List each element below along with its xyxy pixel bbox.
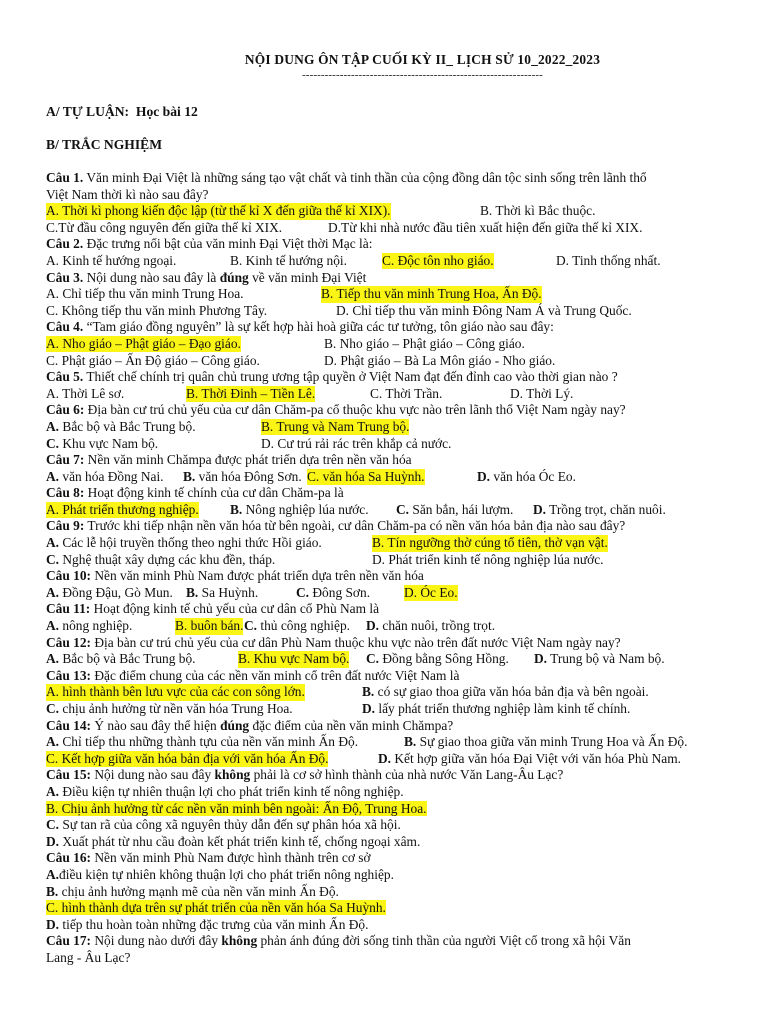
question-text: Việt Nam thời kì nào sau đây? bbox=[46, 186, 209, 202]
option-d: D. Kết hợp giữa văn hóa Đại Việt với văn hóa Phù Nam. bbox=[378, 750, 682, 766]
question-7-stem bbox=[46, 452, 754, 469]
option-text: Điều kiện tự nhiên thuận lợi cho phát triển kinh tế nông nghiệp. bbox=[59, 783, 404, 799]
question-16-option-a bbox=[46, 867, 754, 884]
question-7-options bbox=[46, 469, 754, 486]
question-number: Câu 12: bbox=[46, 634, 92, 650]
option-text: Sự tan rã của công xã nguyên thủy dẫn đến sự phân hóa xã hội. bbox=[59, 817, 401, 833]
question-1-stem bbox=[46, 170, 754, 187]
option-c: C. Không tiếp thu văn minh Phương Tây. bbox=[46, 302, 268, 318]
section-a-label: A/ TỰ LUẬN: bbox=[46, 104, 130, 119]
option-d: D. tiếp thu hoàn toàn những đặc trưng của văn minh Ấn Độ. bbox=[46, 916, 369, 932]
question-text: Trước khi tiếp nhận nền văn hóa từ bên ngoài, cư dân Chăm-pa có nền văn hóa bản địa nào sau đây? bbox=[84, 518, 626, 534]
option-c: C. Sự tan rã của công xã nguyên thủy dẫn đến sự phân hóa xã hội. bbox=[46, 817, 401, 833]
option-a-answer: A. hình thành bên lưu vực của các con sông lớn. bbox=[46, 684, 305, 700]
section-a-value: Học bài 12 bbox=[135, 104, 198, 119]
option-b-answer: B. Trung và Nam Trung bộ. bbox=[261, 418, 410, 434]
option-d: D. Trồng trọt, chăn nuôi. bbox=[533, 501, 666, 517]
question-3-options-cd bbox=[46, 303, 754, 320]
option-d: D. Xuất phát từ nhu cầu đoàn kết phát triển kinh tế, chống ngoại xâm. bbox=[46, 833, 421, 849]
question-9-options-ab bbox=[46, 535, 754, 552]
option-b-answer: B. Khu vực Nam bộ. bbox=[238, 651, 350, 667]
question-text: Nền văn minh Phù Nam được hình thành trên cơ sở bbox=[91, 850, 371, 866]
question-13-options-cd bbox=[46, 701, 754, 718]
question-3-options-ab bbox=[46, 286, 754, 303]
option-text: có sự giao thoa giữa văn hóa bản địa và bên ngoài. bbox=[374, 684, 649, 700]
question-text: Thiết chế chính trị quân chủ trung ương tập quyền ở Việt Nam đạt đến đỉnh cao vào thời gian nào ? bbox=[83, 369, 618, 385]
option-c: C. Săn bắn, hái lượm. bbox=[396, 501, 514, 517]
question-number: Câu 4. bbox=[46, 319, 84, 335]
question-text: về văn minh Đại Việt bbox=[248, 269, 367, 285]
question-15-option-b bbox=[46, 801, 754, 818]
option-b-answer: B. Thời Đinh – Tiền Lê. bbox=[186, 385, 316, 401]
option-text: Sự giao thoa giữa văn minh Trung Hoa và Ấn Độ. bbox=[416, 734, 688, 750]
option-a-answer: A. Nho giáo – Phật giáo – Đạo giáo. bbox=[46, 335, 241, 351]
question-14-options-cd bbox=[46, 751, 754, 768]
question-number: Câu 14: bbox=[46, 717, 92, 733]
question-12-stem bbox=[46, 635, 754, 652]
option-b: B. Thời kì Bắc thuộc. bbox=[480, 203, 596, 219]
question-9-stem bbox=[46, 518, 754, 535]
question-8-options bbox=[46, 502, 754, 519]
question-1-options-cd bbox=[46, 220, 754, 237]
question-10-options bbox=[46, 585, 754, 602]
option-d: D. Tinh thống nhất. bbox=[556, 252, 661, 268]
option-text: nông nghiệp. bbox=[59, 618, 133, 634]
question-1-stem-cont bbox=[46, 187, 754, 204]
option-text: văn hóa Đồng Nai. bbox=[59, 468, 164, 484]
option-text: văn hóa Đông Sơn. bbox=[195, 468, 302, 484]
question-4-options-ab bbox=[46, 336, 754, 353]
question-text: “Tam giáo đồng nguyên” là sự kết hợp hài hoà giữa các tư tưởng, tôn giáo nào sau đây: bbox=[83, 319, 554, 335]
question-3-stem bbox=[46, 270, 754, 287]
option-d-answer: D. Óc Eo. bbox=[404, 584, 458, 600]
question-number: Câu 7: bbox=[46, 452, 85, 468]
option-c: C. Phật giáo – Ấn Độ giáo – Công giáo. bbox=[46, 352, 260, 368]
option-d: D. Trung bộ và Nam bộ. bbox=[534, 651, 665, 667]
question-16-option-c bbox=[46, 900, 754, 917]
option-text: chịu ảnh hưởng từ nền văn hóa Trung Hoa. bbox=[59, 701, 293, 716]
question-emphasis: đúng bbox=[219, 269, 249, 285]
question-emphasis: không bbox=[221, 933, 258, 949]
question-text: phải là cơ sở hình thành của nhà nước Văn Lang-Âu Lạc? bbox=[250, 767, 564, 783]
option-text: Khu vực Nam bộ. bbox=[62, 435, 159, 451]
question-16-option-d bbox=[46, 917, 754, 934]
question-4-stem bbox=[46, 319, 754, 336]
option-b: B. có sự giao thoa giữa văn hóa bản địa và bên ngoài. bbox=[362, 684, 649, 700]
document-title: NỘI DUNG ÔN TẬP CUỐI KỲ II_ LỊCH SỬ 10_2022_2023 bbox=[244, 52, 601, 67]
option-c-answer: C. hình thành dựa trên sự phát triển của nền văn hóa Sa Huỳnh. bbox=[46, 900, 386, 916]
option-c-answer: C. Kết hợp giữa văn hóa bản địa với văn hóa Ấn Độ. bbox=[46, 750, 329, 766]
question-text: Ý nào sau đây thể hiện bbox=[91, 717, 221, 733]
question-number: Câu 11: bbox=[46, 601, 91, 617]
option-c: C. Đông Sơn. bbox=[296, 584, 371, 600]
question-13-options-ab bbox=[46, 684, 754, 701]
question-text: phản ánh đúng đời sống tinh thần của người Việt cổ trong xã hội Văn bbox=[257, 933, 631, 949]
question-11-options bbox=[46, 618, 754, 635]
option-d: D.Từ khi nhà nước đầu tiên xuất hiện đến giữa thế kỉ XIX. bbox=[328, 219, 643, 235]
section-a-heading bbox=[46, 104, 198, 121]
option-text: Nghệ thuật xây dựng các khu đền, tháp. bbox=[59, 551, 276, 567]
option-text: chăn nuôi, trồng trọt. bbox=[379, 618, 496, 634]
question-14-stem bbox=[46, 718, 754, 735]
question-text: Nội dung nào dưới đây bbox=[91, 933, 222, 949]
option-text: điều kiện tự nhiên không thuận lợi cho phát triển nông nghiệp. bbox=[59, 866, 394, 882]
question-number: Câu 6: bbox=[46, 402, 85, 418]
question-1-options-ab bbox=[46, 203, 754, 220]
option-d: D. Thời Lý. bbox=[510, 385, 574, 401]
option-b: B. Sa Huỳnh. bbox=[186, 584, 259, 600]
question-15-option-c bbox=[46, 817, 754, 834]
question-emphasis: không bbox=[214, 767, 251, 783]
option-a: A. Đồng Đậu, Gò Mun. bbox=[46, 584, 173, 600]
question-number: Câu 1. bbox=[46, 170, 84, 185]
option-a: A. văn hóa Đồng Nai. bbox=[46, 468, 164, 484]
option-c: C. thủ công nghiệp. bbox=[244, 618, 351, 634]
question-17-stem bbox=[46, 933, 754, 950]
question-number: Câu 13: bbox=[46, 667, 92, 683]
option-a: A. Điều kiện tự nhiên thuận lợi cho phát triển kinh tế nông nghiệp. bbox=[46, 783, 404, 799]
option-c: C. Đồng bằng Sông Hồng. bbox=[366, 651, 509, 667]
option-b: B. Kinh tế hướng nội. bbox=[230, 252, 347, 268]
question-text: Nội dung nào sau đây bbox=[91, 767, 215, 783]
option-text: Đông Sơn. bbox=[309, 584, 371, 600]
question-16-stem bbox=[46, 850, 754, 867]
option-a: A. Thời Lê sơ. bbox=[46, 385, 125, 401]
option-a: A. Các lễ hội truyền thống theo nghi thức Hồi giáo. bbox=[46, 535, 322, 551]
question-number: Câu 10: bbox=[46, 568, 92, 584]
option-c-answer: C. văn hóa Sa Huỳnh. bbox=[307, 468, 425, 484]
option-d: D. Chỉ tiếp thu văn minh Đông Nam Á và Trung Quốc. bbox=[336, 302, 632, 318]
option-d: D. văn hóa Óc Eo. bbox=[477, 468, 576, 484]
question-number: Câu 5. bbox=[46, 369, 84, 385]
question-4-options-cd bbox=[46, 353, 754, 370]
question-15-stem bbox=[46, 767, 754, 784]
option-a: A. Bắc bộ và Bắc Trung bộ. bbox=[46, 651, 196, 667]
option-a: A. Bắc bộ và Bắc Trung bộ. bbox=[46, 418, 196, 434]
option-text: Kết hợp giữa văn hóa Đại Việt với văn hóa Phù Nam. bbox=[391, 750, 682, 766]
question-text: Địa bàn cư trú chủ yếu của cư dân Phù Nam thuộc khu vực nào trên đất nước Việt Nam ngày nay? bbox=[91, 634, 621, 650]
question-text: Văn minh Đại Việt là những sáng tạo vật chất và tinh thần của cộng đồng dân tộc sinh sống trên lãnh thổ bbox=[83, 170, 647, 185]
question-number: Câu 16: bbox=[46, 850, 92, 866]
option-b: B. Nho giáo – Phật giáo – Công giáo. bbox=[324, 335, 525, 351]
option-text: Đồng bằng Sông Hồng. bbox=[379, 651, 509, 667]
question-6-stem bbox=[46, 402, 754, 419]
option-text: Bắc bộ và Bắc Trung bộ. bbox=[62, 418, 196, 434]
question-text: Lang - Âu Lạc? bbox=[46, 949, 131, 965]
question-2-stem bbox=[46, 236, 754, 253]
option-text: văn hóa Óc Eo. bbox=[490, 468, 576, 484]
question-2-options bbox=[46, 253, 754, 270]
question-text: Địa bàn cư trú chủ yếu của cư dân Chăm-pa cổ thuộc khu vực nào trên lãnh thổ Việt Nam ngày nay? bbox=[84, 402, 626, 418]
question-11-stem bbox=[46, 601, 754, 618]
question-14-options-ab bbox=[46, 734, 754, 751]
question-13-stem bbox=[46, 668, 754, 685]
section-b-heading: B/ TRẮC NGHIỆM bbox=[46, 137, 163, 152]
question-9-options-cd bbox=[46, 552, 754, 569]
question-number: Câu 3. bbox=[46, 269, 84, 285]
question-5-stem bbox=[46, 369, 754, 386]
option-a: A. Kinh tế hướng ngoại. bbox=[46, 252, 177, 268]
question-number: Câu 15: bbox=[46, 767, 92, 783]
question-text: Hoạt động kinh tế chính của cư dân Chăm-pa là bbox=[84, 485, 344, 501]
option-d: D. Phật giáo – Bà La Môn giáo - Nho giáo. bbox=[324, 352, 556, 368]
question-number: Câu 2. bbox=[46, 236, 84, 252]
question-15-option-d bbox=[46, 834, 754, 851]
option-text: Bắc bộ và Bắc Trung bộ. bbox=[59, 651, 196, 667]
question-text: Đặc trưng nổi bật của văn minh Đại Việt thời Mạc là: bbox=[83, 236, 373, 252]
question-text: Đặc điểm chung của các nền văn minh cổ trên đất nước Việt Nam là bbox=[91, 667, 460, 683]
option-a-answer: A. Phát triển thương nghiệp. bbox=[46, 501, 199, 517]
option-c: C.Từ đầu công nguyên đến giữa thế kỉ XIX. bbox=[46, 219, 283, 235]
option-c: C. Nghệ thuật xây dựng các khu đền, tháp. bbox=[46, 551, 276, 567]
option-a: A. Chỉ tiếp thu văn minh Trung Hoa. bbox=[46, 286, 244, 302]
option-text: thủ công nghiệp. bbox=[257, 618, 351, 634]
option-text: chịu ảnh hưởng mạnh mẽ của nền văn minh Ấn Độ. bbox=[58, 883, 339, 899]
option-a: A. nông nghiệp. bbox=[46, 618, 133, 634]
option-a-answer: A. Thời kì phong kiến độc lập (từ thế kỉ X đến giữa thế kỉ XIX). bbox=[46, 203, 391, 219]
option-c: C. chịu ảnh hưởng từ nền văn hóa Trung Hoa. bbox=[46, 701, 293, 716]
question-text: đặc điểm của nền văn minh Chămpa? bbox=[249, 717, 454, 733]
option-c: C. Thời Trần. bbox=[370, 385, 443, 401]
option-d: D. Cư trú rải rác trên khắp cả nước. bbox=[261, 435, 452, 451]
option-text: Trồng trọt, chăn nuôi. bbox=[546, 501, 666, 517]
question-number: Câu 9: bbox=[46, 518, 85, 534]
option-b: B. Nông nghiệp lúa nước. bbox=[230, 501, 369, 517]
question-8-stem bbox=[46, 485, 754, 502]
option-b-answer: B. Chịu ảnh hưởng từ các nền văn minh bên ngoài: Ấn Độ, Trung Hoa. bbox=[46, 800, 427, 816]
option-d: D. chăn nuôi, trồng trọt. bbox=[366, 618, 496, 634]
option-text: Xuất phát từ nhu cầu đoàn kết phát triển kinh tế, chống ngoại xâm. bbox=[59, 833, 421, 849]
option-text: Trung bộ và Nam bộ. bbox=[547, 651, 665, 667]
option-b-answer: B. Tiếp thu văn minh Trung Hoa, Ấn Độ. bbox=[321, 286, 542, 302]
question-number: Câu 8: bbox=[46, 485, 85, 501]
question-6-options-ab bbox=[46, 419, 754, 436]
question-list bbox=[46, 170, 754, 967]
option-b-answer: B. buôn bán. bbox=[175, 618, 244, 634]
option-text: tiếp thu hoàn toàn những đặc trưng của văn minh Ấn Độ. bbox=[59, 916, 369, 932]
option-b: B. chịu ảnh hưởng mạnh mẽ của nền văn minh Ấn Độ. bbox=[46, 883, 339, 899]
question-10-stem bbox=[46, 568, 754, 585]
option-c: C. Khu vực Nam bộ. bbox=[46, 435, 159, 451]
question-16-option-b bbox=[46, 884, 754, 901]
option-b: B. văn hóa Đông Sơn. bbox=[183, 468, 302, 484]
option-c-answer: C. Độc tôn nho giáo. bbox=[382, 252, 494, 268]
question-5-options bbox=[46, 386, 754, 403]
option-a: A.điều kiện tự nhiên không thuận lợi cho phát triển nông nghiệp. bbox=[46, 866, 394, 882]
option-text: Sa Huỳnh. bbox=[198, 584, 259, 600]
question-17-stem-cont bbox=[46, 950, 754, 967]
option-d: D. lấy phát triển thương nghiệp làm kinh tế chính. bbox=[362, 701, 631, 716]
option-a: A. Chỉ tiếp thu những thành tựu của nền văn minh Ấn Độ. bbox=[46, 734, 359, 750]
option-b-answer: B. Tín ngưỡng thờ cúng tổ tiên, thờ vạn vật. bbox=[372, 535, 608, 551]
question-text: Hoạt động kinh tế chủ yếu của cư dân cổ Phù Nam là bbox=[90, 601, 380, 617]
option-text: Chỉ tiếp thu những thành tựu của nền văn minh Ấn Độ. bbox=[59, 734, 359, 750]
option-d: D. Phát triển kinh tế nông nghiệp lúa nước. bbox=[372, 551, 604, 567]
option-text: Đồng Đậu, Gò Mun. bbox=[59, 584, 173, 600]
title-rule: ---------------------------------------------------------------- bbox=[302, 69, 543, 81]
question-text: Nền văn minh Chămpa được phát triển dựa trên nền văn hóa bbox=[84, 452, 412, 468]
question-6-options-cd bbox=[46, 436, 754, 453]
option-text: Nông nghiệp lúa nước. bbox=[242, 501, 369, 517]
option-b: B. Sự giao thoa giữa văn minh Trung Hoa và Ấn Độ. bbox=[404, 734, 688, 750]
question-12-options bbox=[46, 651, 754, 668]
option-text: Săn bắn, hái lượm. bbox=[409, 501, 514, 517]
question-text: Nền văn minh Phù Nam được phát triển dựa trên nền văn hóa bbox=[91, 568, 424, 584]
option-text: lấy phát triển thương nghiệp làm kinh tế chính. bbox=[375, 701, 631, 716]
question-text: Nội dung nào sau đây là bbox=[83, 269, 220, 285]
question-15-option-a bbox=[46, 784, 754, 801]
question-number: Câu 17: bbox=[46, 933, 92, 949]
option-text: Các lễ hội truyền thống theo nghi thức Hồi giáo. bbox=[59, 535, 322, 551]
question-emphasis: đúng bbox=[220, 717, 250, 733]
